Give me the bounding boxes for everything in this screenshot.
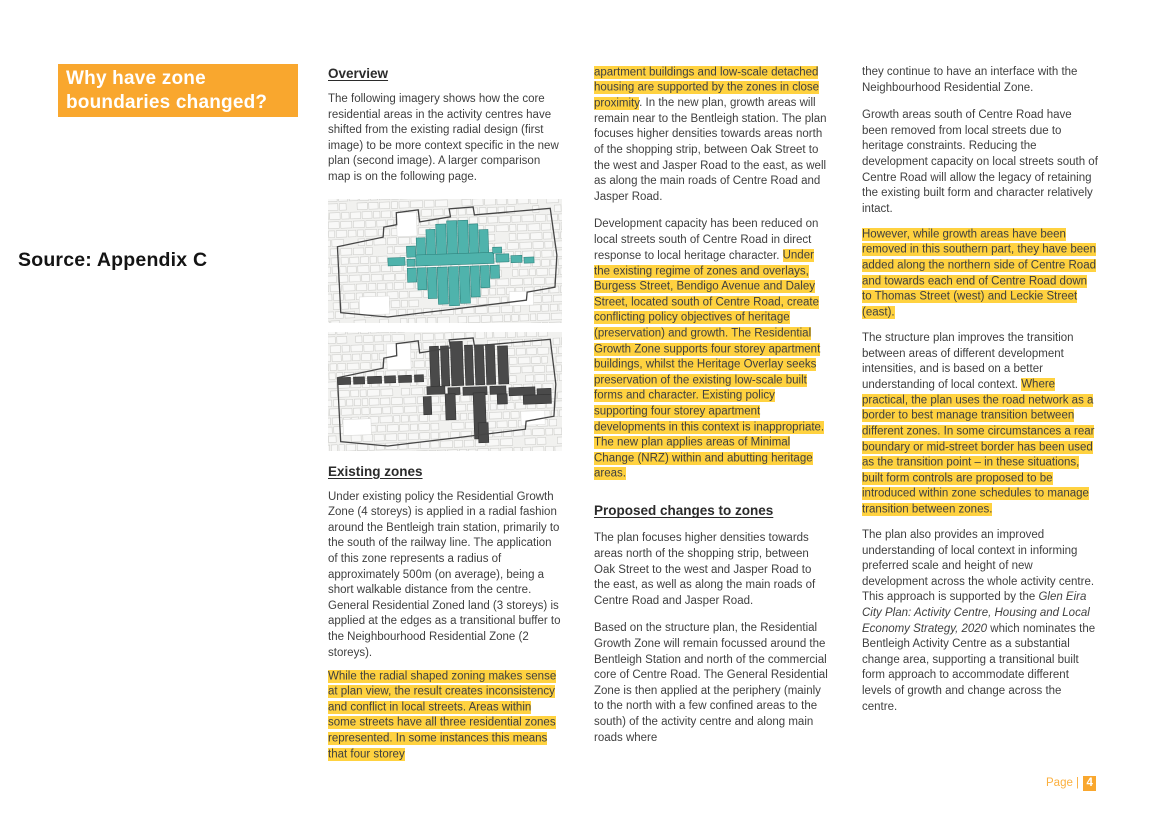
existing-zoning-map-image <box>328 199 562 323</box>
column-1 <box>328 65 562 763</box>
column3-highlight-paragraph <box>862 227 1098 321</box>
document-reference-italic: Glen Eira City Plan: Activity Centre, Housing and Local Economy Strategy, 2020 <box>862 591 1090 635</box>
body-text: The plan also provides an improved understanding of local context in informing preferred scale and height of new development across the whole activity centre. This approach is supported by the <box>862 529 1095 604</box>
highlighted-text: apartment buildings and low-scale detached housing are supported by the zones in close proximity <box>594 66 820 110</box>
existing-zones-highlight-paragraph <box>328 669 562 763</box>
section-title-box <box>58 64 298 117</box>
column3-paragraph-5 <box>862 528 1098 715</box>
highlighted-text: However, while growth areas have been removed in this southern part, they have been added along the northern side of Centre Road and towards each end of Centre Road down to Thomas Street (west) and Leckie Street (east). <box>862 228 1096 319</box>
column2-paragraph-3: The plan focuses higher densities towards areas north of the shopping strip, between Oak Street to the west and Jasper Road to the east, as well as along the main roads of Centre Road and Jasper Road. <box>594 532 816 607</box>
body-text: Development capacity has been reduced on local streets south of Centre Road in direct response to local heritage character. <box>594 218 819 262</box>
body-text: The structure plan improves the transition between areas of different development intensities, and is based on a better understanding of local context. <box>862 331 1074 391</box>
highlighted-text: Under the existing regime of zones and overlays, Burgess Street, Bendigo Avenue and Daley Street, located south of Centre Road, create conflicting policy objectives of heritage (preservation) and growth. The Residential Growth Zone supports four storey apartment buildings, whilst the Heritage Overlay seeks preservation of the existing low-scale built forms and character. Existing policy supporting four storey apartment developments in this context is inappropriate. The new plan applies areas of Minimal Change (NRZ) within and abutting heritage areas. <box>594 249 825 480</box>
source-label: Source: Appendix C <box>18 249 208 271</box>
overview-heading: Overview <box>328 66 389 81</box>
existing-zones-paragraph: Under existing policy the Residential Growth Zone (4 storeys) is applied in a radial fashion around the Bentleigh train station, primarily to the south of the railway line. The application of this zone represents a radius of approximately 500m (on average), being a short walkable distance from the centre. General Residential Zoned land (3 storeys) is applied at the edges as a transitional buffer to the Neighbourhood Residential Zone (2 storeys). <box>328 490 561 659</box>
highlighted-text: While the radial shaped zoning makes sense at plan view, the result creates inconsistency and conflict in local streets. Areas within some streets have all three residential zones represented. In some instances this means that four storey <box>328 670 557 761</box>
column-2 <box>594 65 830 746</box>
page-footer <box>1046 776 1096 791</box>
proposed-changes-heading: Proposed changes to zones <box>594 503 774 519</box>
highlighted-text: Where practical, the plan uses the road network as a border to best manage transition between different zones. In some circumstances a rear boundary or mid-street border has been used as the transition point – in these situations, built form controls are proposed to be introduced within zone schedules to manage transition between zones. <box>862 378 1095 516</box>
column3-paragraph-1: they continue to have an interface with the Neighbourhood Residential Zone. <box>862 66 1078 94</box>
body-text: . In the new plan, growth areas will remain near to the Bentleigh station. The plan focuses higher densities towards areas north of the shopping strip, between Oak Street to the west and Jasper Road to the east, as well as along the main roads of Centre Road and Jasper Road. <box>594 97 827 203</box>
proposed-zoning-map-image <box>328 332 562 451</box>
column2-paragraph-1 <box>594 65 830 205</box>
overview-paragraph: The following imagery shows how the core residential areas in the activity centres have shifted from the existing radial design (first image) to be more context specific in the new plan (second image). A larger comparison map is on the following page. <box>328 93 559 183</box>
column3-paragraph-2: Growth areas south of Centre Road have been removed from local streets due to heritage constraints. Reducing the development capacity on local streets south of Centre Road will allow the legacy of retaining the existing built form and character relatively intact. <box>862 109 1098 215</box>
column-3 <box>862 65 1098 715</box>
existing-zoning-map-figure <box>328 199 562 323</box>
body-text: which nominates the Bentleigh Activity Centre as a substantial change area, supporting a transitional built form approach to accommodate different levels of growth and change across the centre. <box>862 622 1096 713</box>
proposed-zoning-map-figure <box>328 332 562 451</box>
column2-paragraph-2 <box>594 217 830 482</box>
existing-zones-heading: Existing zones <box>328 463 423 479</box>
page-label: Page | <box>1046 777 1080 789</box>
page-number-badge: 4 <box>1083 776 1096 791</box>
column2-paragraph-4: Based on the structure plan, the Residential Growth Zone will remain focussed around the Bentleigh Station and north of the commercial core of Centre Road. The General Residential Zone is then applied at the periphery (mainly to the north with a few confined areas to the south) of the activity centre and along main roads where <box>594 622 828 744</box>
section-title: Why have zone boundaries changed? <box>66 68 268 113</box>
column3-paragraph-4 <box>862 331 1098 518</box>
